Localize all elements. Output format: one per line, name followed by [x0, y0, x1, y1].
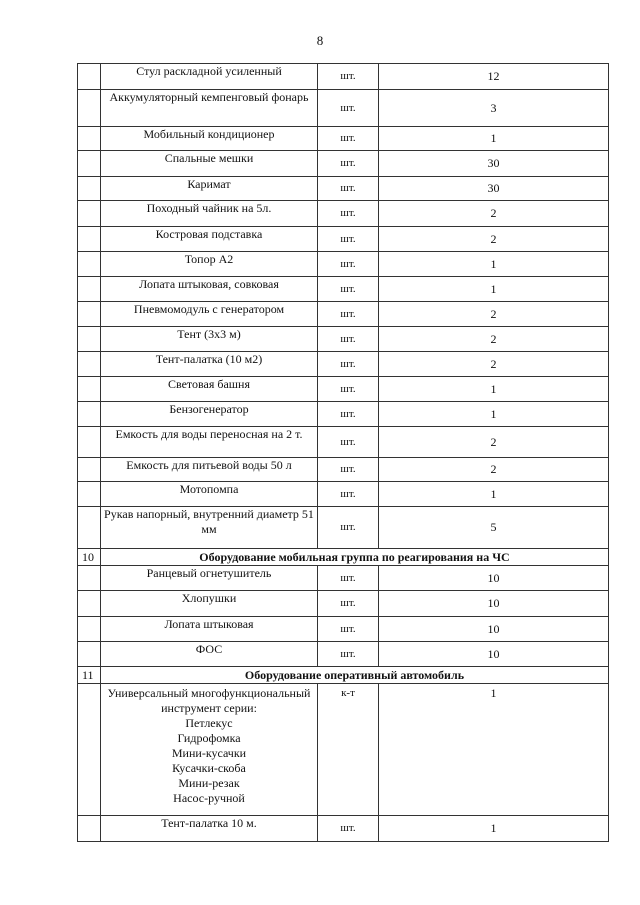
item-name-cell: Мотопомпа — [101, 482, 318, 507]
row-number-cell — [78, 566, 101, 591]
row-number-cell — [78, 377, 101, 402]
table-row — [78, 427, 609, 458]
table-row — [78, 151, 609, 177]
table-row — [78, 617, 609, 642]
item-name-cell: Рукав напорный, внутренний диаметр 51 мм — [101, 507, 318, 549]
quantity-cell: 10 — [379, 591, 609, 617]
item-name-cell: Тент-палатка 10 м. — [101, 816, 318, 842]
table-row — [78, 177, 609, 201]
unit-cell: шт. — [318, 482, 379, 507]
quantity-cell: 1 — [379, 252, 609, 277]
row-number-cell — [78, 90, 101, 127]
item-name-cell: Лопата штыковая — [101, 617, 318, 642]
table-row — [78, 642, 609, 667]
item-name-cell: Топор А2 — [101, 252, 318, 277]
quantity-cell: 2 — [379, 458, 609, 482]
row-number-cell — [78, 507, 101, 549]
row-number-cell — [78, 302, 101, 327]
section-title: Оборудование оперативный автомобиль — [101, 667, 609, 684]
table-row — [78, 227, 609, 252]
quantity-cell: 1 — [379, 684, 609, 816]
table-row — [78, 507, 609, 549]
item-name-cell: Хлопушки — [101, 591, 318, 617]
quantity-cell: 1 — [379, 377, 609, 402]
item-name-cell: Спальные мешки — [101, 151, 318, 177]
quantity-cell: 30 — [379, 177, 609, 201]
section-title: Оборудование мобильная группа по реагирования на ЧС — [101, 549, 609, 566]
row-number-cell — [78, 177, 101, 201]
section-number: 11 — [78, 667, 101, 684]
quantity-cell: 1 — [379, 402, 609, 427]
table-row — [78, 402, 609, 427]
unit-cell: шт. — [318, 591, 379, 617]
row-number-cell — [78, 482, 101, 507]
section-header-row — [78, 667, 609, 684]
item-name-cell: Аккумуляторный кемпенговый фонарь — [101, 90, 318, 127]
table-row — [78, 566, 609, 591]
equipment-table — [77, 63, 609, 842]
quantity-cell: 5 — [379, 507, 609, 549]
unit-cell: шт. — [318, 227, 379, 252]
item-name-cell: Тент (3х3 м) — [101, 327, 318, 352]
unit-cell: шт. — [318, 177, 379, 201]
quantity-cell: 10 — [379, 566, 609, 591]
unit-cell: шт. — [318, 642, 379, 667]
quantity-cell: 2 — [379, 302, 609, 327]
row-number-cell — [78, 617, 101, 642]
table-row — [78, 302, 609, 327]
table-row — [78, 127, 609, 151]
item-name-cell: Мобильный кондиционер — [101, 127, 318, 151]
row-number-cell — [78, 127, 101, 151]
quantity-cell: 2 — [379, 352, 609, 377]
quantity-cell: 3 — [379, 90, 609, 127]
unit-cell: шт. — [318, 90, 379, 127]
unit-cell: шт. — [318, 201, 379, 227]
table-row — [78, 327, 609, 352]
quantity-cell: 10 — [379, 642, 609, 667]
unit-cell: шт. — [318, 507, 379, 549]
table-row — [78, 90, 609, 127]
quantity-cell: 2 — [379, 327, 609, 352]
unit-cell: шт. — [318, 302, 379, 327]
quantity-cell: 2 — [379, 227, 609, 252]
row-number-cell — [78, 151, 101, 177]
unit-cell: шт. — [318, 458, 379, 482]
row-number-cell — [78, 277, 101, 302]
item-name-cell: Походный чайник на 5л. — [101, 201, 318, 227]
unit-cell: шт. — [318, 277, 379, 302]
table-row — [78, 377, 609, 402]
row-number-cell — [78, 402, 101, 427]
page-number: 8 — [316, 33, 324, 48]
quantity-cell: 2 — [379, 427, 609, 458]
item-name-cell: Костровая подставка — [101, 227, 318, 252]
quantity-cell: 10 — [379, 617, 609, 642]
unit-cell: шт. — [318, 377, 379, 402]
quantity-cell: 1 — [379, 277, 609, 302]
table-row — [78, 458, 609, 482]
row-number-cell — [78, 227, 101, 252]
row-number-cell — [78, 591, 101, 617]
item-name-cell: Стул раскладной усиленный — [101, 64, 318, 90]
row-number-cell — [78, 201, 101, 227]
quantity-cell: 12 — [379, 64, 609, 90]
item-name-cell: Бензогенератор — [101, 402, 318, 427]
unit-cell: шт. — [318, 327, 379, 352]
item-name-cell: Лопата штыковая, совковая — [101, 277, 318, 302]
quantity-cell: 2 — [379, 201, 609, 227]
row-number-cell — [78, 252, 101, 277]
table-row — [78, 591, 609, 617]
quantity-cell: 1 — [379, 127, 609, 151]
table-row — [78, 277, 609, 302]
unit-cell: шт. — [318, 402, 379, 427]
unit-cell: шт. — [318, 566, 379, 591]
section-number: 10 — [78, 549, 101, 566]
item-name-cell: ФОС — [101, 642, 318, 667]
row-number-cell — [78, 327, 101, 352]
unit-cell: к-т — [318, 684, 379, 816]
row-number-cell — [78, 458, 101, 482]
quantity-cell: 1 — [379, 816, 609, 842]
item-name-cell: Емкость для воды переносная на 2 т. — [101, 427, 318, 458]
item-name-cell: Световая башня — [101, 377, 318, 402]
table-row — [78, 64, 609, 90]
quantity-cell: 30 — [379, 151, 609, 177]
row-number-cell — [78, 684, 101, 816]
unit-cell: шт. — [318, 816, 379, 842]
table-row — [78, 684, 609, 816]
item-name-cell: Ранцевый огнетушитель — [101, 566, 318, 591]
unit-cell: шт. — [318, 617, 379, 642]
item-name-cell: Емкость для питьевой воды 50 л — [101, 458, 318, 482]
unit-cell: шт. — [318, 427, 379, 458]
unit-cell: шт. — [318, 352, 379, 377]
table-row — [78, 482, 609, 507]
item-name-cell: Каримат — [101, 177, 318, 201]
quantity-cell: 1 — [379, 482, 609, 507]
unit-cell: шт. — [318, 64, 379, 90]
table-row — [78, 816, 609, 842]
row-number-cell — [78, 64, 101, 90]
section-header-row — [78, 549, 609, 566]
row-number-cell — [78, 427, 101, 458]
item-name-cell: Тент-палатка (10 м2) — [101, 352, 318, 377]
table-row — [78, 352, 609, 377]
table-row — [78, 252, 609, 277]
item-name-cell: Универсальный многофункциональный инструмент серии: Петлекус Гидрофомка Мини-кусачки Кусачки-скоба Мини-резак Насос-ручной — [101, 684, 318, 816]
unit-cell: шт. — [318, 127, 379, 151]
row-number-cell — [78, 642, 101, 667]
table-row — [78, 201, 609, 227]
item-name-cell: Пневмомодуль с генератором — [101, 302, 318, 327]
row-number-cell — [78, 352, 101, 377]
unit-cell: шт. — [318, 252, 379, 277]
row-number-cell — [78, 816, 101, 842]
unit-cell: шт. — [318, 151, 379, 177]
